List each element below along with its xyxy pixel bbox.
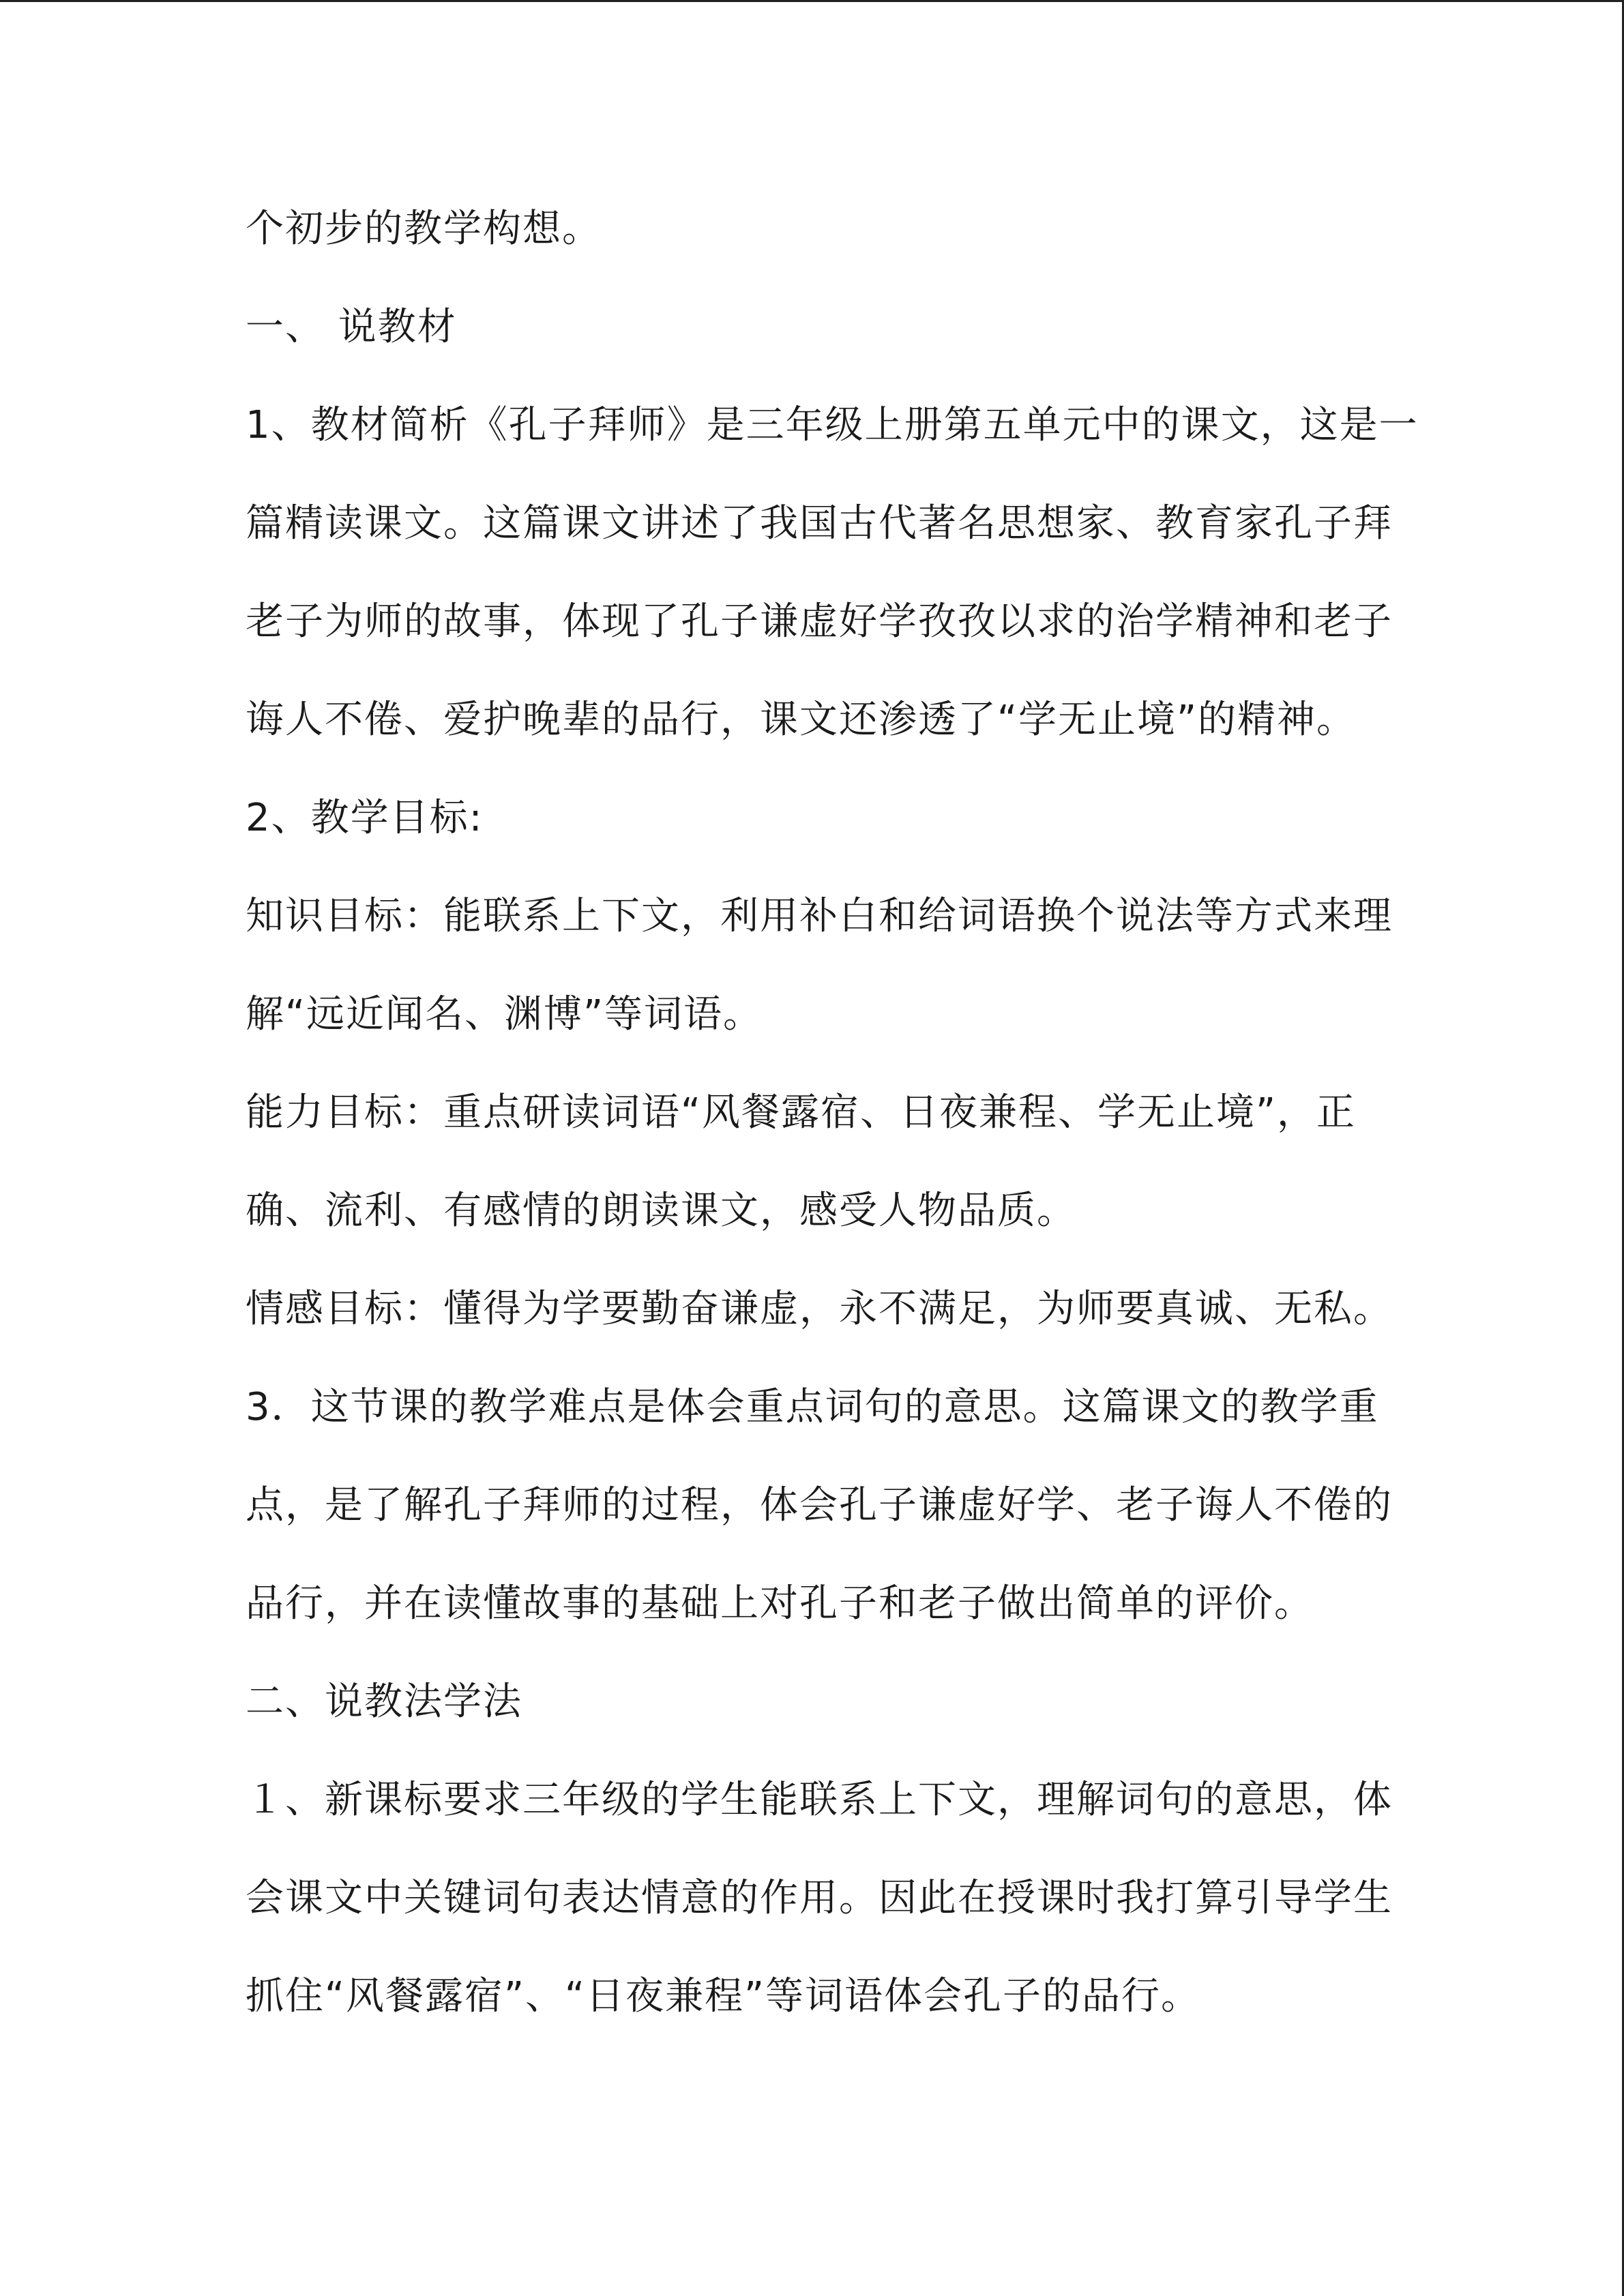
subheading: 2、教学目标: [246, 796, 484, 840]
text-line: 品行，并在读懂故事的基础上对孔子和老子做出简单的评价。 [246, 1581, 1314, 1626]
text-line: 会课文中关键词句表达情意的作用。因此在授课时我打算引导学生 [246, 1876, 1393, 1920]
text-line: 点，是了解孔子拜师的过程，体会孔子谦虚好学、老子诲人不倦的 [246, 1483, 1393, 1527]
text-line: 情感目标：懂得为学要勤奋谦虚，永不满足，为师要真诚、无私。 [246, 1287, 1393, 1331]
text-line: 3．这节课的教学难点是体会重点词句的意思。这篇课文的教学重 [246, 1385, 1379, 1429]
text-line: 老子为师的故事，体现了孔子谦虚好学孜孜以求的治学精神和老子 [246, 599, 1393, 644]
text-line: 知识目标：能联系上下文，利用补白和给词语换个说法等方式来理 [246, 894, 1393, 938]
document-body [246, 205, 1419, 2021]
section-heading: 一、 说教材 [246, 305, 457, 349]
text-line: 抓住“风餐露宿”、“日夜兼程”等词语体会孔子的品行。 [246, 1974, 1201, 2018]
text-line: 能力目标：重点研读词语“风餐露宿、日夜兼程、学无止境”，正 [246, 1090, 1357, 1135]
text-line: 解“远近闻名、渊博”等词语。 [246, 992, 763, 1037]
text-line: 1、教材简析《孔子拜师》是三年级上册第五单元中的课文，这是一 [246, 403, 1419, 447]
text-line: 确、流利、有感情的朗读课文，感受人物品质。 [246, 1189, 1076, 1233]
page-border-top [0, 0, 1624, 2]
text-line: 诲人不倦、爱护晚辈的品行，课文还渗透了“学无止境”的精神。 [246, 698, 1357, 742]
text-line: 篇精读课文。这篇课文讲述了我国古代著名思想家、教育家孔子拜 [246, 501, 1393, 546]
text-line: １、新课标要求三年级的学生能联系上下文，理解词句的意思，体 [246, 1778, 1393, 1822]
section-heading: 二、说教法学法 [246, 1680, 522, 1724]
text-line: 个初步的教学构想。 [246, 207, 602, 251]
